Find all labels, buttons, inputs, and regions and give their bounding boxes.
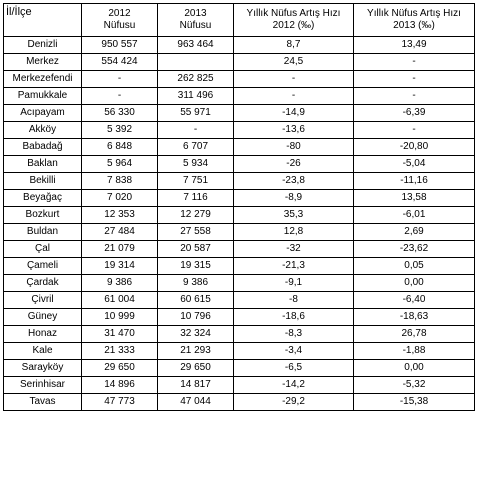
cell-population-2012: 12 353 bbox=[82, 207, 158, 224]
cell-district: Sarayköy bbox=[4, 360, 82, 377]
cell-district: Bekilli bbox=[4, 173, 82, 190]
cell-district: Çameli bbox=[4, 258, 82, 275]
cell-district: Merkezefendi bbox=[4, 71, 82, 88]
header-growth-2012 bbox=[234, 4, 354, 37]
header-growth-2013 bbox=[354, 4, 475, 37]
cell-district: Bozkurt bbox=[4, 207, 82, 224]
table-row bbox=[4, 275, 475, 292]
cell-population-2012: 554 424 bbox=[82, 54, 158, 71]
cell-district: Babadağ bbox=[4, 139, 82, 156]
cell-growth-2012: -80 bbox=[234, 139, 354, 156]
cell-growth-2013: -1,88 bbox=[354, 343, 475, 360]
header-district-label: İl/İlçe bbox=[6, 6, 32, 18]
cell-population-2013: 21 293 bbox=[158, 343, 234, 360]
cell-growth-2013: 13,58 bbox=[354, 190, 475, 207]
header-population-2012-line2: Nüfusu bbox=[103, 20, 136, 31]
cell-growth-2012: - bbox=[234, 88, 354, 105]
cell-growth-2012: -29,2 bbox=[234, 394, 354, 411]
cell-growth-2013: 2,69 bbox=[354, 224, 475, 241]
cell-growth-2013: -6,40 bbox=[354, 292, 475, 309]
cell-district: Serinhisar bbox=[4, 377, 82, 394]
cell-growth-2013: 0,00 bbox=[354, 275, 475, 292]
cell-population-2012: 7 838 bbox=[82, 173, 158, 190]
cell-growth-2012: -9,1 bbox=[234, 275, 354, 292]
table-row bbox=[4, 139, 475, 156]
cell-growth-2012: -26 bbox=[234, 156, 354, 173]
cell-growth-2012: 8,7 bbox=[234, 37, 354, 54]
cell-population-2013: 5 934 bbox=[158, 156, 234, 173]
population-table-container bbox=[3, 3, 474, 411]
table-row bbox=[4, 105, 475, 122]
cell-population-2013: 7 751 bbox=[158, 173, 234, 190]
cell-population-2013: 6 707 bbox=[158, 139, 234, 156]
cell-population-2012: 19 314 bbox=[82, 258, 158, 275]
cell-growth-2013: - bbox=[354, 71, 475, 88]
table-row bbox=[4, 377, 475, 394]
cell-population-2013: 14 817 bbox=[158, 377, 234, 394]
cell-growth-2013: 26,78 bbox=[354, 326, 475, 343]
cell-growth-2012: -32 bbox=[234, 241, 354, 258]
cell-district: Acıpayam bbox=[4, 105, 82, 122]
cell-growth-2013: - bbox=[354, 88, 475, 105]
table-row bbox=[4, 173, 475, 190]
cell-growth-2013: 0,00 bbox=[354, 360, 475, 377]
cell-growth-2012: -23,8 bbox=[234, 173, 354, 190]
cell-growth-2012: -8 bbox=[234, 292, 354, 309]
cell-population-2013: 9 386 bbox=[158, 275, 234, 292]
cell-growth-2013: -18,63 bbox=[354, 309, 475, 326]
cell-growth-2012: 24,5 bbox=[234, 54, 354, 71]
cell-population-2013: 27 558 bbox=[158, 224, 234, 241]
cell-population-2012: 21 079 bbox=[82, 241, 158, 258]
cell-population-2012: 10 999 bbox=[82, 309, 158, 326]
cell-population-2012: 29 650 bbox=[82, 360, 158, 377]
cell-population-2012: - bbox=[82, 88, 158, 105]
table-row bbox=[4, 309, 475, 326]
cell-population-2013: 47 044 bbox=[158, 394, 234, 411]
cell-population-2013: 20 587 bbox=[158, 241, 234, 258]
cell-population-2013: 55 971 bbox=[158, 105, 234, 122]
table-row bbox=[4, 122, 475, 139]
header-row bbox=[4, 4, 475, 37]
header-growth-2012-line2: 2012 (‰) bbox=[272, 20, 315, 31]
cell-population-2013: 10 796 bbox=[158, 309, 234, 326]
cell-growth-2012: -8,3 bbox=[234, 326, 354, 343]
cell-growth-2012: -18,6 bbox=[234, 309, 354, 326]
cell-population-2013: 60 615 bbox=[158, 292, 234, 309]
table-row bbox=[4, 190, 475, 207]
cell-population-2012: 27 484 bbox=[82, 224, 158, 241]
header-growth-2013-line2: 2013 (‰) bbox=[393, 20, 435, 31]
cell-population-2012: 61 004 bbox=[82, 292, 158, 309]
table-row bbox=[4, 71, 475, 88]
cell-district: Çardak bbox=[4, 275, 82, 292]
cell-growth-2013: -5,32 bbox=[354, 377, 475, 394]
cell-growth-2012: 12,8 bbox=[234, 224, 354, 241]
cell-population-2013: 19 315 bbox=[158, 258, 234, 275]
table-row bbox=[4, 88, 475, 105]
cell-district: Pamukkale bbox=[4, 88, 82, 105]
cell-district: Baklan bbox=[4, 156, 82, 173]
cell-growth-2013: -23,62 bbox=[354, 241, 475, 258]
cell-population-2013: 7 116 bbox=[158, 190, 234, 207]
table-row bbox=[4, 343, 475, 360]
cell-growth-2013: -6,01 bbox=[354, 207, 475, 224]
table-row bbox=[4, 241, 475, 258]
cell-growth-2012: -13,6 bbox=[234, 122, 354, 139]
cell-district: Akköy bbox=[4, 122, 82, 139]
cell-growth-2013: -15,38 bbox=[354, 394, 475, 411]
table-body bbox=[4, 37, 475, 411]
cell-population-2012: 56 330 bbox=[82, 105, 158, 122]
cell-growth-2012: -6,5 bbox=[234, 360, 354, 377]
cell-district: Çivril bbox=[4, 292, 82, 309]
table-row bbox=[4, 258, 475, 275]
header-district bbox=[4, 4, 82, 37]
cell-district: Merkez bbox=[4, 54, 82, 71]
cell-population-2012: 21 333 bbox=[82, 343, 158, 360]
header-growth-2013-line1: Yıllık Nüfus Artış Hızı bbox=[367, 8, 461, 19]
cell-growth-2012: -14,9 bbox=[234, 105, 354, 122]
table-row bbox=[4, 37, 475, 54]
table-row bbox=[4, 224, 475, 241]
cell-population-2012: 14 896 bbox=[82, 377, 158, 394]
cell-growth-2012: -14,2 bbox=[234, 377, 354, 394]
cell-growth-2013: -6,39 bbox=[354, 105, 475, 122]
table-row bbox=[4, 326, 475, 343]
cell-district: Çal bbox=[4, 241, 82, 258]
table-row bbox=[4, 292, 475, 309]
cell-growth-2012: 35,3 bbox=[234, 207, 354, 224]
cell-population-2013: 32 324 bbox=[158, 326, 234, 343]
table-row bbox=[4, 360, 475, 377]
cell-growth-2013: 13,49 bbox=[354, 37, 475, 54]
cell-district: Beyağaç bbox=[4, 190, 82, 207]
cell-population-2013: - bbox=[158, 122, 234, 139]
cell-growth-2013: -5,04 bbox=[354, 156, 475, 173]
cell-district: Buldan bbox=[4, 224, 82, 241]
cell-population-2012: 950 557 bbox=[82, 37, 158, 54]
table-row bbox=[4, 54, 475, 71]
cell-population-2012: 31 470 bbox=[82, 326, 158, 343]
table-header bbox=[4, 4, 475, 37]
header-population-2013-line2: Nüfusu bbox=[179, 20, 212, 31]
cell-growth-2013: -20,80 bbox=[354, 139, 475, 156]
table-row bbox=[4, 207, 475, 224]
cell-population-2012: 6 848 bbox=[82, 139, 158, 156]
cell-population-2012: 5 964 bbox=[82, 156, 158, 173]
cell-growth-2013: 0,05 bbox=[354, 258, 475, 275]
header-population-2012-line1: 2012 bbox=[108, 8, 131, 19]
cell-population-2013 bbox=[158, 54, 234, 71]
cell-population-2012: 5 392 bbox=[82, 122, 158, 139]
header-population-2013 bbox=[158, 4, 234, 37]
table-row bbox=[4, 156, 475, 173]
header-population-2012 bbox=[82, 4, 158, 37]
cell-district: Kale bbox=[4, 343, 82, 360]
population-table bbox=[3, 3, 475, 411]
cell-growth-2012: -8,9 bbox=[234, 190, 354, 207]
cell-population-2012: 7 020 bbox=[82, 190, 158, 207]
cell-population-2013: 12 279 bbox=[158, 207, 234, 224]
cell-population-2013: 963 464 bbox=[158, 37, 234, 54]
cell-district: Denizli bbox=[4, 37, 82, 54]
cell-growth-2013: -11,16 bbox=[354, 173, 475, 190]
cell-district: Tavas bbox=[4, 394, 82, 411]
cell-population-2013: 29 650 bbox=[158, 360, 234, 377]
header-growth-2012-line1: Yıllık Nüfus Artış Hızı bbox=[246, 8, 341, 19]
table-row bbox=[4, 394, 475, 411]
cell-growth-2012: - bbox=[234, 71, 354, 88]
cell-growth-2013: - bbox=[354, 122, 475, 139]
cell-growth-2012: -3,4 bbox=[234, 343, 354, 360]
cell-growth-2012: -21,3 bbox=[234, 258, 354, 275]
cell-district: Güney bbox=[4, 309, 82, 326]
cell-population-2012: - bbox=[82, 71, 158, 88]
cell-population-2013: 311 496 bbox=[158, 88, 234, 105]
cell-population-2013: 262 825 bbox=[158, 71, 234, 88]
cell-population-2012: 47 773 bbox=[82, 394, 158, 411]
cell-district: Honaz bbox=[4, 326, 82, 343]
cell-growth-2013: - bbox=[354, 54, 475, 71]
cell-population-2012: 9 386 bbox=[82, 275, 158, 292]
header-population-2013-line1: 2013 bbox=[184, 8, 207, 19]
